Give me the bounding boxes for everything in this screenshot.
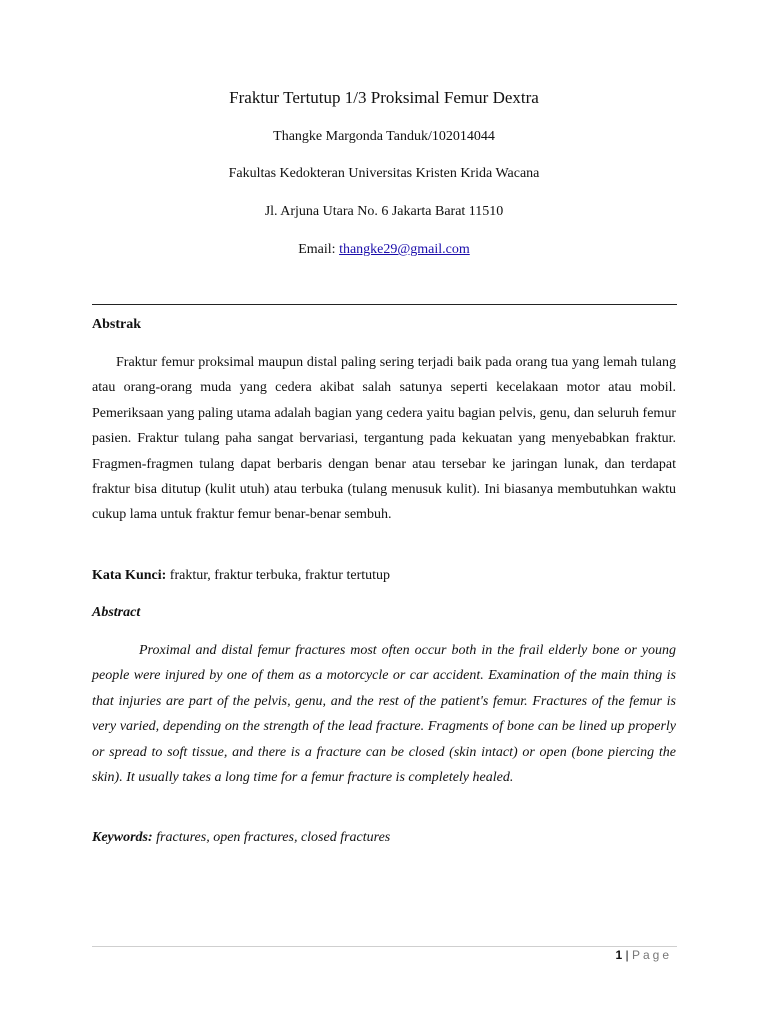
abstract-heading: Abstract xyxy=(92,605,141,620)
page-separator: | xyxy=(625,948,629,962)
header-divider xyxy=(92,304,677,305)
email-line xyxy=(0,242,768,258)
kata-kunci-label: Kata Kunci: xyxy=(92,568,167,583)
kata-kunci-values: fraktur, fraktur terbuka, fraktur tertutup xyxy=(169,568,391,583)
keywords-label: Keywords: xyxy=(92,830,153,845)
faculty-line: Fakultas Kedokteran Universitas Kristen Krida Wacana xyxy=(228,166,540,181)
abstrak-paragraph: Fraktur femur proksimal maupun distal paling sering terjadi baik pada orang tua yang lemah tulang atau orang-orang muda yang cedera akibat salah satunya seperti kecelakaan motor atau mobil. Pemeriksaan yang paling utama adalah bagian yang cedera yaitu bagian pelvis, genu, dan seluruh femur pasien. Fraktur tulang paha sangat bervariasi, tergantung pada kekuatan yang menyebabkan fraktur. Fragmen-fragmen tulang dapat berbaris dengan benar atau tersebar ke jaringan lunak, dan terdapat fraktur bisa ditutup (kulit utuh) atau terbuka (tulang menusuk kulit). Ini biasanya membutuhkan waktu cukup lama untuk fraktur femur benar-benar sembuh. xyxy=(92,355,676,523)
paper-title: Fraktur Tertutup 1/3 Proksimal Femur Dextra xyxy=(229,88,539,107)
page-footer xyxy=(615,948,672,962)
abstrak-heading: Abstrak xyxy=(92,317,142,332)
page-number: 1 xyxy=(615,948,623,962)
email-link[interactable]: thangke29@gmail.com xyxy=(339,242,470,257)
footer-divider xyxy=(92,946,677,947)
address-line: Jl. Arjuna Utara No. 6 Jakarta Barat 11510 xyxy=(264,204,504,219)
kata-kunci-line xyxy=(92,568,676,584)
page-label: Page xyxy=(631,948,672,962)
keywords-line xyxy=(92,830,676,846)
abstract-paragraph: Proximal and distal femur fractures most often occur both in the frail elderly bone or young people were injured by one of them as a motorcycle or car accident. Examination of the main thing is that injuries are part of the pelvis, genu, and the rest of the patient's femur. Fractures of the femur is very varied, depending on the strength of the lead fracture. Fragments of bone can be lined up properly or spread to soft tissue, and there is a fracture can be closed (skin intact) or open (bone piercing the skin). It usually takes a long time for a femur fracture is completely healed. xyxy=(92,643,676,786)
email-label: Email: xyxy=(298,242,336,257)
keywords-values: fractures, open fractures, closed fractures xyxy=(156,830,391,845)
author-line: Thangke Margonda Tanduk/102014044 xyxy=(273,129,495,144)
